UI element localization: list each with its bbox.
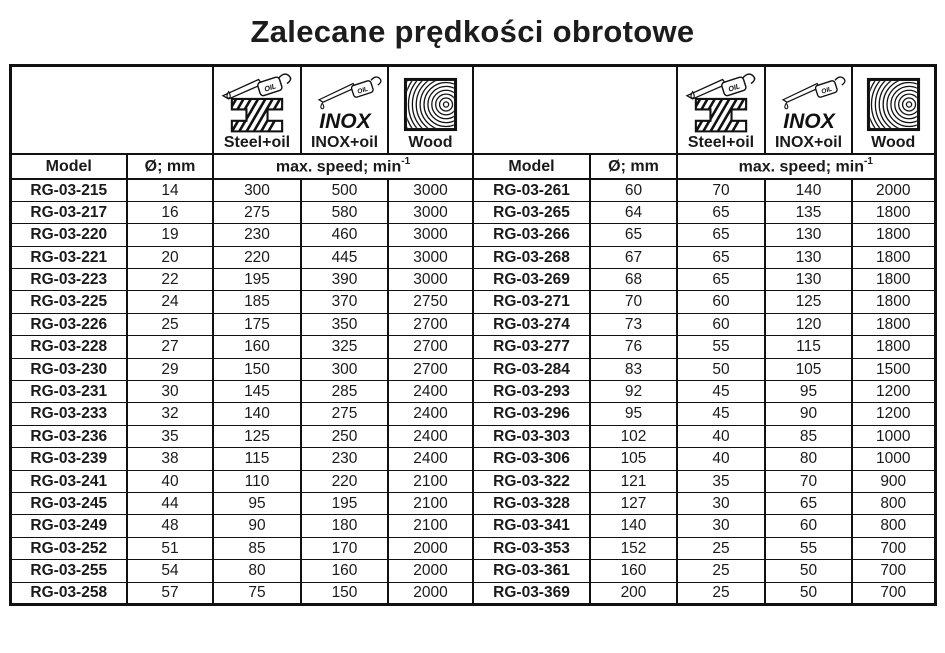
model-cell: RG-03-265 xyxy=(473,201,590,223)
model-cell: RG-03-228 xyxy=(10,336,127,358)
diameter-cell: 25 xyxy=(127,313,213,335)
inox-oil-icon xyxy=(304,73,386,133)
inox-speed-cell: 130 xyxy=(765,269,852,291)
steel-speed-cell: 160 xyxy=(213,336,301,358)
empty-header-cell-left xyxy=(10,66,213,155)
wood-speed-cell: 1800 xyxy=(852,291,935,313)
max-speed-column-header: max. speed; $\min^{-1}$ xyxy=(213,154,473,179)
steel-oil-icon xyxy=(216,73,298,133)
steel-speed-cell: 185 xyxy=(213,291,301,313)
model-cell: RG-03-223 xyxy=(10,269,127,291)
steel-speed-cell: 195 xyxy=(213,269,301,291)
wood-speed-cell: 3000 xyxy=(388,179,473,201)
diameter-cell: 65 xyxy=(590,224,677,246)
page-title: Zalecane prędkości obrotowe xyxy=(250,14,695,49)
inox-speed-cell: 160 xyxy=(301,560,388,582)
wood-speed-cell: 700 xyxy=(852,537,935,559)
model-cell: RG-03-341 xyxy=(473,515,590,537)
table-row xyxy=(10,425,935,447)
table-row xyxy=(10,537,935,559)
table-row xyxy=(10,582,935,604)
steel-speed-cell: 75 xyxy=(213,582,301,604)
inox-speed-cell: 445 xyxy=(301,246,388,268)
wood-speed-cell: 2700 xyxy=(388,358,473,380)
table-row xyxy=(10,246,935,268)
wood-speed-cell: 1500 xyxy=(852,358,935,380)
wood-speed-cell: 1800 xyxy=(852,201,935,223)
inox-oil-header-left xyxy=(301,66,388,155)
inox-speed-cell: 50 xyxy=(765,560,852,582)
steel-speed-cell: 25 xyxy=(677,537,765,559)
inox-speed-cell: 55 xyxy=(765,537,852,559)
steel-speed-cell: 175 xyxy=(213,313,301,335)
wood-speed-cell: 2700 xyxy=(388,313,473,335)
wood-speed-cell: 2000 xyxy=(388,560,473,582)
steel-speed-cell: 95 xyxy=(213,492,301,514)
model-cell: RG-03-255 xyxy=(10,560,127,582)
inox-speed-cell: 95 xyxy=(765,381,852,403)
steel-speed-cell: 230 xyxy=(213,224,301,246)
diameter-cell: 14 xyxy=(127,179,213,201)
diameter-cell: 127 xyxy=(590,492,677,514)
wood-speed-cell: 900 xyxy=(852,470,935,492)
steel-speed-cell: 35 xyxy=(677,470,765,492)
inox-speed-cell: 460 xyxy=(301,224,388,246)
table-row xyxy=(10,336,935,358)
wood-speed-cell: 800 xyxy=(852,492,935,514)
model-cell: RG-03-231 xyxy=(10,381,127,403)
model-cell: RG-03-268 xyxy=(473,246,590,268)
inox-speed-cell: 350 xyxy=(301,313,388,335)
table-body xyxy=(10,179,935,604)
oil-can-label: OIL xyxy=(356,85,369,96)
oil-can-label: OIL xyxy=(727,81,742,94)
model-cell: RG-03-271 xyxy=(473,291,590,313)
inox-speed-cell: 80 xyxy=(765,448,852,470)
inox-brand-text: INOX xyxy=(782,110,835,133)
steel-speed-cell: 300 xyxy=(213,179,301,201)
wood-speed-cell: 2100 xyxy=(388,492,473,514)
inox-speed-cell: 90 xyxy=(765,403,852,425)
steel-speed-cell: 40 xyxy=(677,425,765,447)
diameter-column-header: Ø; mm xyxy=(590,154,677,179)
diameter-cell: 60 xyxy=(590,179,677,201)
model-cell: RG-03-361 xyxy=(473,560,590,582)
steel-speed-cell: 65 xyxy=(677,224,765,246)
diameter-cell: 30 xyxy=(127,381,213,403)
table-row xyxy=(10,224,935,246)
wood-speed-cell: 1200 xyxy=(852,381,935,403)
model-cell: RG-03-215 xyxy=(10,179,127,201)
steel-speed-cell: 220 xyxy=(213,246,301,268)
model-cell: RG-03-217 xyxy=(10,201,127,223)
wood-grain-icon xyxy=(865,76,922,133)
steel-speed-cell: 65 xyxy=(677,246,765,268)
wood-label: Wood xyxy=(871,134,916,151)
diameter-cell: 121 xyxy=(590,470,677,492)
steel-speed-cell: 70 xyxy=(677,179,765,201)
steel-speed-cell: 50 xyxy=(677,358,765,380)
model-cell: RG-03-353 xyxy=(473,537,590,559)
inox-oil-icon xyxy=(768,73,850,133)
model-cell: RG-03-277 xyxy=(473,336,590,358)
diameter-cell: 200 xyxy=(590,582,677,604)
wood-speed-cell: 3000 xyxy=(388,246,473,268)
diameter-cell: 44 xyxy=(127,492,213,514)
inox-speed-cell: 130 xyxy=(765,246,852,268)
model-cell: RG-03-221 xyxy=(10,246,127,268)
table-row xyxy=(10,560,935,582)
inox-speed-cell: 580 xyxy=(301,201,388,223)
wood-speed-cell: 800 xyxy=(852,515,935,537)
diameter-cell: 40 xyxy=(127,470,213,492)
wood-speed-cell: 1800 xyxy=(852,336,935,358)
model-cell: RG-03-306 xyxy=(473,448,590,470)
inox-speed-cell: 70 xyxy=(765,470,852,492)
inox-speed-cell: 60 xyxy=(765,515,852,537)
table-row xyxy=(10,403,935,425)
wood-speed-cell: 1000 xyxy=(852,425,935,447)
diameter-cell: 64 xyxy=(590,201,677,223)
wood-speed-cell: 1000 xyxy=(852,448,935,470)
diameter-cell: 29 xyxy=(127,358,213,380)
inox-oil-header-right xyxy=(765,66,852,155)
inox-speed-cell: 135 xyxy=(765,201,852,223)
steel-speed-cell: 80 xyxy=(213,560,301,582)
diameter-cell: 57 xyxy=(127,582,213,604)
inox-speed-cell: 115 xyxy=(765,336,852,358)
steel-speed-cell: 85 xyxy=(213,537,301,559)
wood-speed-cell: 2750 xyxy=(388,291,473,313)
wood-speed-cell: 700 xyxy=(852,560,935,582)
model-cell: RG-03-252 xyxy=(10,537,127,559)
table-row xyxy=(10,179,935,201)
model-cell: RG-03-230 xyxy=(10,358,127,380)
inox-oil-label: INOX+oil xyxy=(774,134,843,151)
wood-speed-cell: 1800 xyxy=(852,269,935,291)
model-cell: RG-03-266 xyxy=(473,224,590,246)
steel-speed-cell: 45 xyxy=(677,403,765,425)
inox-speed-cell: 500 xyxy=(301,179,388,201)
wood-speed-cell: 1800 xyxy=(852,224,935,246)
diameter-cell: 92 xyxy=(590,381,677,403)
table-header xyxy=(10,66,935,180)
diameter-cell: 22 xyxy=(127,269,213,291)
table-row xyxy=(10,358,935,380)
diameter-cell: 76 xyxy=(590,336,677,358)
steel-speed-cell: 30 xyxy=(677,492,765,514)
steel-oil-header-right xyxy=(677,66,765,155)
inox-speed-cell: 325 xyxy=(301,336,388,358)
model-column-header: Model xyxy=(473,154,590,179)
diameter-cell: 32 xyxy=(127,403,213,425)
steel-speed-cell: 60 xyxy=(677,291,765,313)
model-cell: RG-03-220 xyxy=(10,224,127,246)
model-cell: RG-03-369 xyxy=(473,582,590,604)
inox-speed-cell: 150 xyxy=(301,582,388,604)
wood-speed-cell: 2000 xyxy=(388,582,473,604)
steel-speed-cell: 125 xyxy=(213,425,301,447)
wood-speed-cell: 1800 xyxy=(852,246,935,268)
model-cell: RG-03-233 xyxy=(10,403,127,425)
steel-oil-header-left xyxy=(213,66,301,155)
max-speed-column-header: max. speed; $\min^{-1}$ xyxy=(677,154,935,179)
wood-speed-cell: 1200 xyxy=(852,403,935,425)
diameter-cell: 102 xyxy=(590,425,677,447)
diameter-cell: 20 xyxy=(127,246,213,268)
inox-speed-cell: 285 xyxy=(301,381,388,403)
steel-oil-label: Steel+oil xyxy=(223,134,291,151)
inox-speed-cell: 250 xyxy=(301,425,388,447)
steel-speed-cell: 110 xyxy=(213,470,301,492)
inox-speed-cell: 85 xyxy=(765,425,852,447)
diameter-cell: 67 xyxy=(590,246,677,268)
steel-speed-cell: 60 xyxy=(677,313,765,335)
steel-speed-cell: 65 xyxy=(677,269,765,291)
diameter-cell: 70 xyxy=(590,291,677,313)
diameter-cell: 51 xyxy=(127,537,213,559)
steel-speed-cell: 25 xyxy=(677,560,765,582)
table-row xyxy=(10,492,935,514)
inox-speed-cell: 390 xyxy=(301,269,388,291)
wood-speed-cell: 1800 xyxy=(852,313,935,335)
model-cell: RG-03-236 xyxy=(10,425,127,447)
inox-speed-cell: 140 xyxy=(765,179,852,201)
icon-header-row xyxy=(10,66,935,155)
wood-speed-cell: 2000 xyxy=(388,537,473,559)
inox-speed-cell: 275 xyxy=(301,403,388,425)
oil-can-label: OIL xyxy=(263,81,278,94)
inox-oil-label: INOX+oil xyxy=(310,134,379,151)
table-row xyxy=(10,381,935,403)
model-cell: RG-03-269 xyxy=(473,269,590,291)
table-row xyxy=(10,291,935,313)
table-row xyxy=(10,313,935,335)
diameter-cell: 152 xyxy=(590,537,677,559)
subheader-row xyxy=(10,154,935,179)
inox-speed-cell: 370 xyxy=(301,291,388,313)
steel-speed-cell: 90 xyxy=(213,515,301,537)
steel-speed-cell: 45 xyxy=(677,381,765,403)
steel-speed-cell: 140 xyxy=(213,403,301,425)
diameter-cell: 35 xyxy=(127,425,213,447)
wood-header-right xyxy=(852,66,935,155)
inox-speed-cell: 180 xyxy=(301,515,388,537)
model-cell: RG-03-225 xyxy=(10,291,127,313)
diameter-cell: 83 xyxy=(590,358,677,380)
steel-speed-cell: 145 xyxy=(213,381,301,403)
model-cell: RG-03-328 xyxy=(473,492,590,514)
inox-brand-text: INOX xyxy=(318,110,371,133)
inox-speed-cell: 230 xyxy=(301,448,388,470)
model-cell: RG-03-226 xyxy=(10,313,127,335)
model-cell: RG-03-239 xyxy=(10,448,127,470)
steel-oil-label: Steel+oil xyxy=(687,134,755,151)
diameter-cell: 140 xyxy=(590,515,677,537)
inox-speed-cell: 125 xyxy=(765,291,852,313)
table-row xyxy=(10,515,935,537)
model-cell: RG-03-274 xyxy=(473,313,590,335)
empty-header-cell-right xyxy=(473,66,677,155)
inox-speed-cell: 195 xyxy=(301,492,388,514)
diameter-cell: 68 xyxy=(590,269,677,291)
model-cell: RG-03-293 xyxy=(473,381,590,403)
wood-speed-cell: 2000 xyxy=(852,179,935,201)
model-cell: RG-03-241 xyxy=(10,470,127,492)
steel-speed-cell: 65 xyxy=(677,201,765,223)
wood-speed-cell: 3000 xyxy=(388,201,473,223)
inox-speed-cell: 220 xyxy=(301,470,388,492)
model-cell: RG-03-249 xyxy=(10,515,127,537)
steel-speed-cell: 115 xyxy=(213,448,301,470)
diameter-cell: 48 xyxy=(127,515,213,537)
diameter-cell: 160 xyxy=(590,560,677,582)
wood-speed-cell: 2100 xyxy=(388,470,473,492)
inox-speed-cell: 300 xyxy=(301,358,388,380)
wood-speed-cell: 2400 xyxy=(388,381,473,403)
wood-speed-cell: 2100 xyxy=(388,515,473,537)
diameter-cell: 38 xyxy=(127,448,213,470)
model-cell: RG-03-303 xyxy=(473,425,590,447)
inox-speed-cell: 170 xyxy=(301,537,388,559)
inox-speed-cell: 130 xyxy=(765,224,852,246)
wood-speed-cell: 3000 xyxy=(388,269,473,291)
model-cell: RG-03-261 xyxy=(473,179,590,201)
speed-table xyxy=(9,64,937,606)
inox-speed-cell: 65 xyxy=(765,492,852,514)
diameter-cell: 54 xyxy=(127,560,213,582)
diameter-cell: 95 xyxy=(590,403,677,425)
wood-speed-cell: 2400 xyxy=(388,448,473,470)
diameter-cell: 24 xyxy=(127,291,213,313)
table-row xyxy=(10,269,935,291)
inox-speed-cell: 50 xyxy=(765,582,852,604)
wood-label: Wood xyxy=(408,134,453,151)
table-row xyxy=(10,201,935,223)
steel-speed-cell: 40 xyxy=(677,448,765,470)
model-cell: RG-03-284 xyxy=(473,358,590,380)
steel-speed-cell: 25 xyxy=(677,582,765,604)
model-cell: RG-03-245 xyxy=(10,492,127,514)
table-row xyxy=(10,470,935,492)
diameter-column-header: Ø; mm xyxy=(127,154,213,179)
steel-oil-icon xyxy=(680,73,762,133)
model-column-header: Model xyxy=(10,154,127,179)
steel-speed-cell: 150 xyxy=(213,358,301,380)
diameter-cell: 73 xyxy=(590,313,677,335)
wood-speed-cell: 700 xyxy=(852,582,935,604)
inox-speed-cell: 120 xyxy=(765,313,852,335)
model-cell: RG-03-258 xyxy=(10,582,127,604)
steel-speed-cell: 30 xyxy=(677,515,765,537)
model-cell: RG-03-322 xyxy=(473,470,590,492)
wood-speed-cell: 2700 xyxy=(388,336,473,358)
model-cell: RG-03-296 xyxy=(473,403,590,425)
diameter-cell: 16 xyxy=(127,201,213,223)
wood-grain-icon xyxy=(402,76,459,133)
wood-speed-cell: 2400 xyxy=(388,403,473,425)
steel-speed-cell: 275 xyxy=(213,201,301,223)
steel-speed-cell: 55 xyxy=(677,336,765,358)
wood-header-left xyxy=(388,66,473,155)
diameter-cell: 105 xyxy=(590,448,677,470)
wood-speed-cell: 3000 xyxy=(388,224,473,246)
diameter-cell: 19 xyxy=(127,224,213,246)
oil-can-label: OIL xyxy=(820,85,833,96)
wood-speed-cell: 2400 xyxy=(388,425,473,447)
table-row xyxy=(10,448,935,470)
diameter-cell: 27 xyxy=(127,336,213,358)
inox-speed-cell: 105 xyxy=(765,358,852,380)
